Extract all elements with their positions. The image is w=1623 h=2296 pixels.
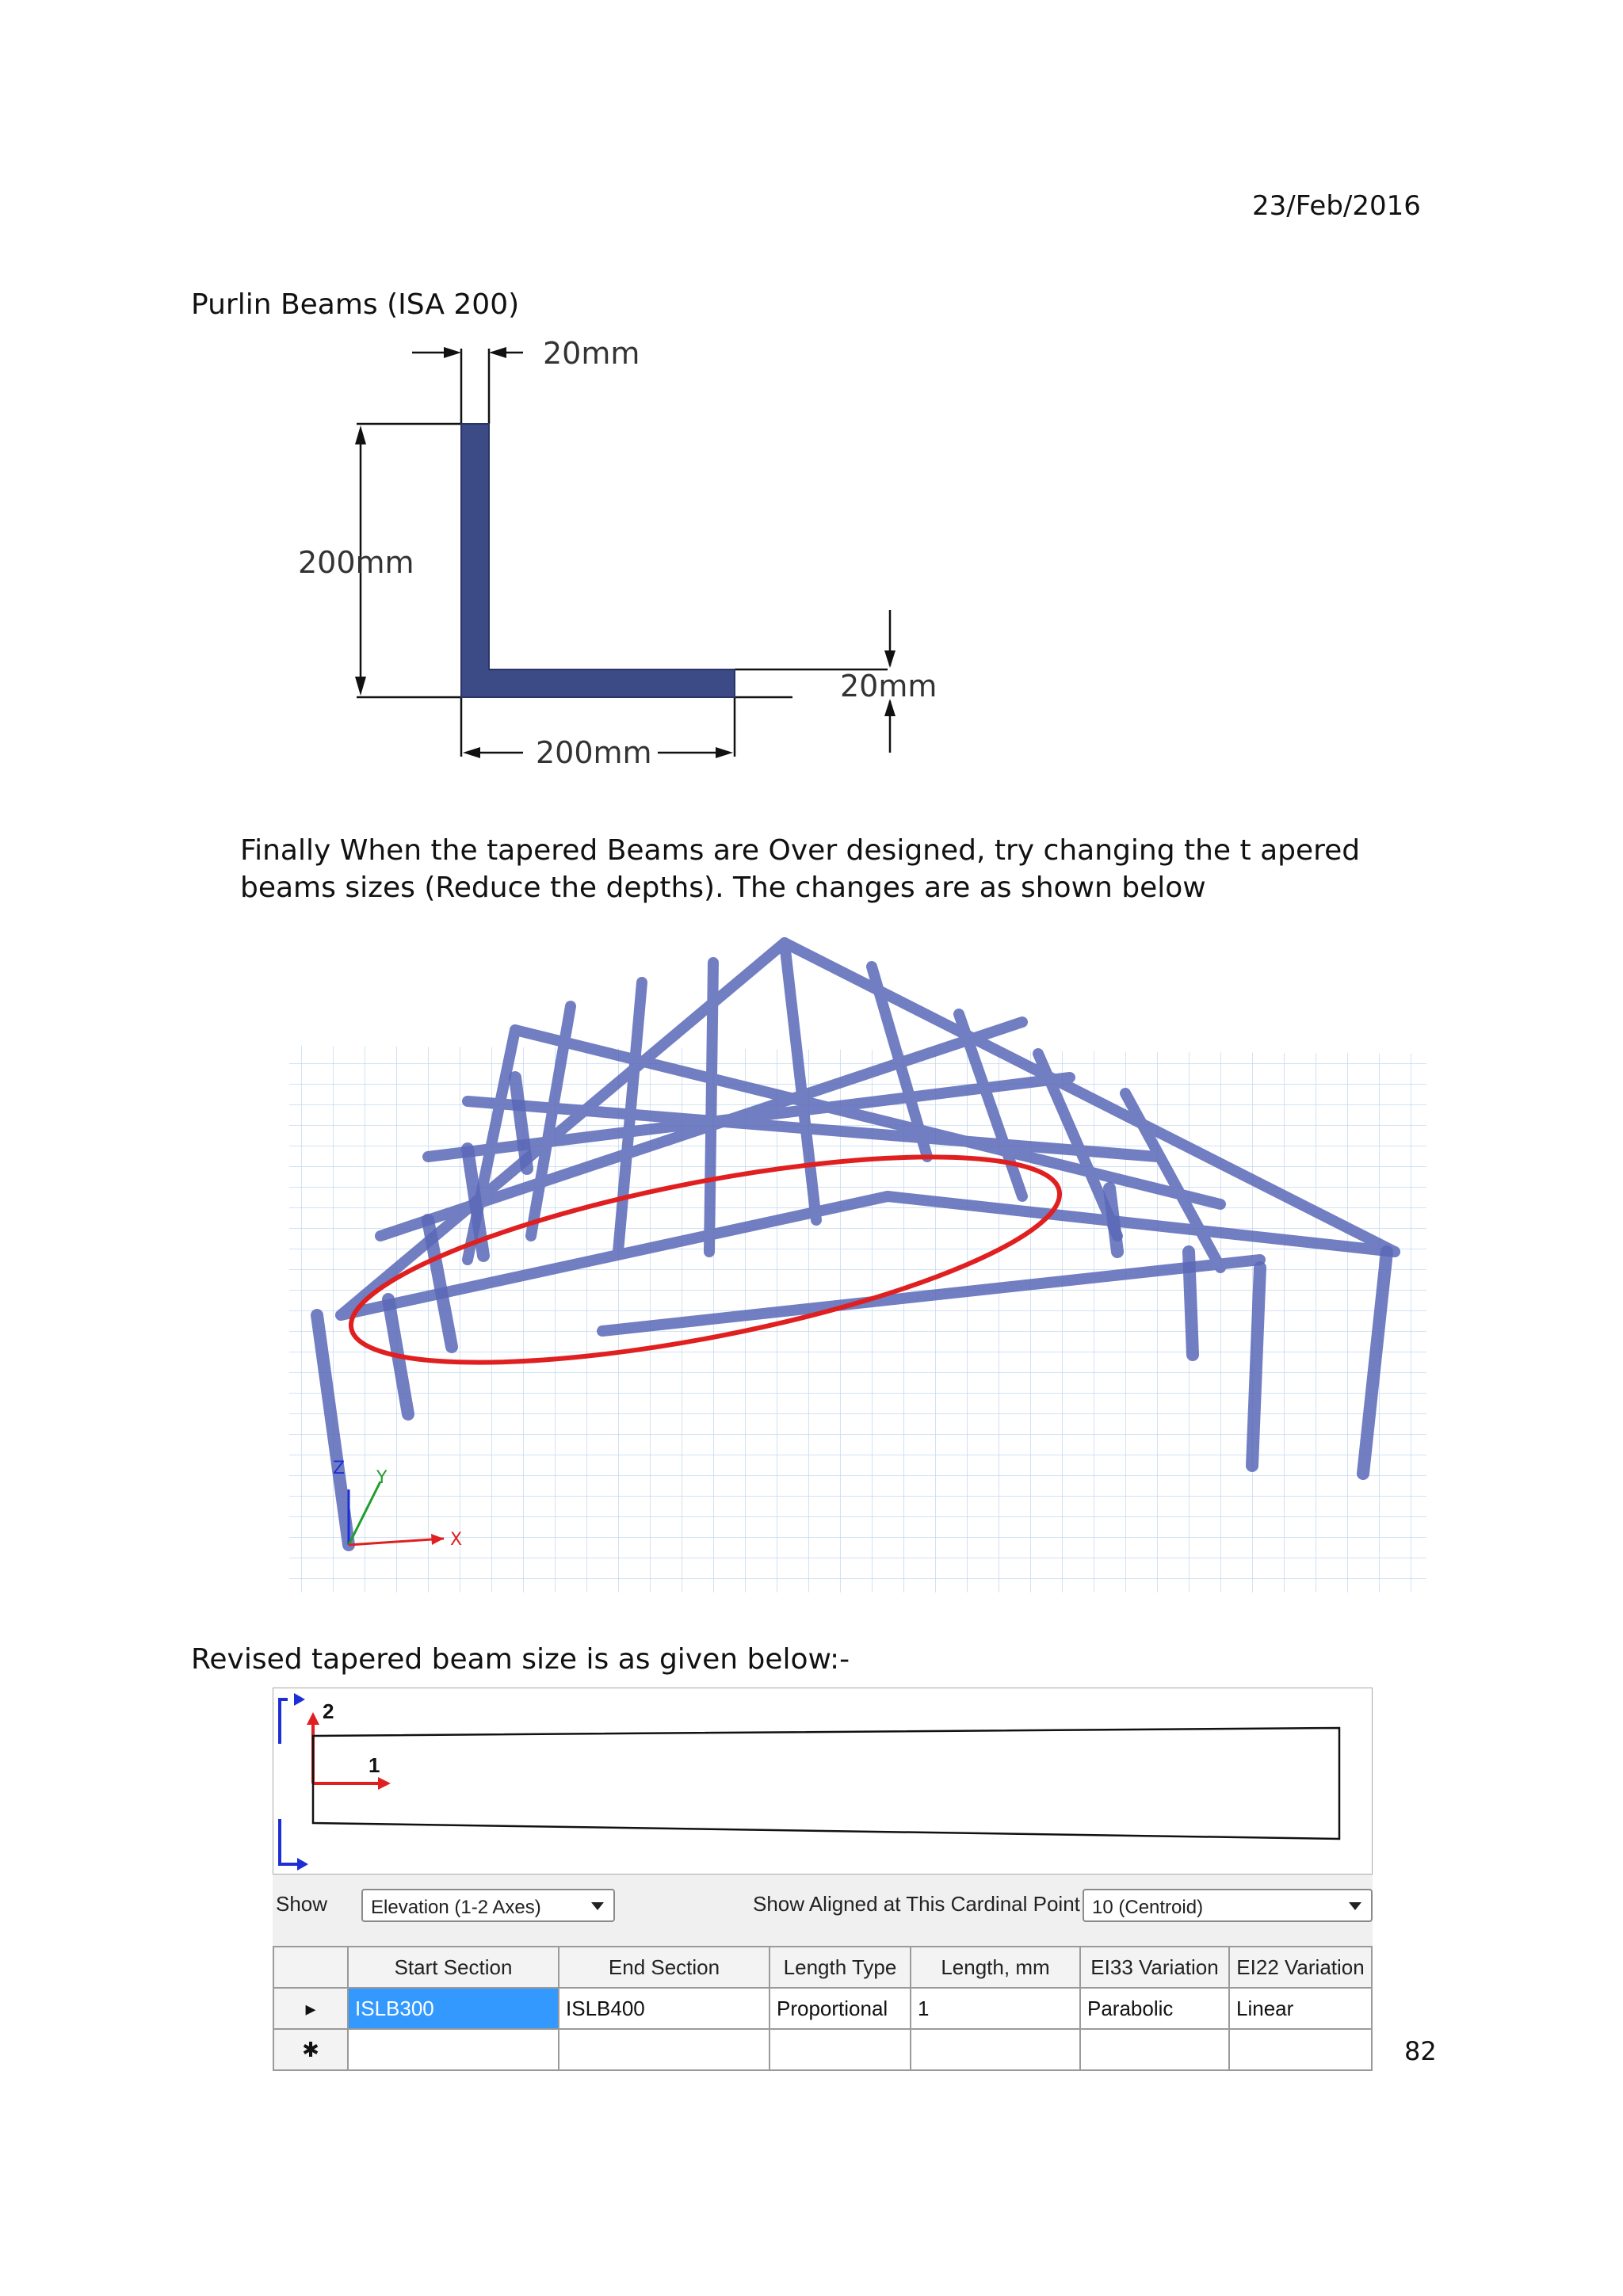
start-section-cell[interactable] xyxy=(348,2029,559,2070)
end-section-cell[interactable]: ISLB400 xyxy=(559,1988,769,2029)
new-row-icon[interactable]: ✱ xyxy=(273,2029,348,2070)
axis-z-label: Z xyxy=(333,1459,346,1478)
cardinal-point-value: 10 (Centroid) xyxy=(1092,1897,1204,1918)
ei33-variation-cell[interactable]: Parabolic xyxy=(1080,1988,1229,2029)
height-label: 200mm xyxy=(298,545,414,580)
document-date: 23/Feb/2016 xyxy=(1252,190,1421,222)
instruction-paragraph: Finally When the tapered Beams are Over designed, try changing the t apered beams sizes (Reduce the depths). The changes are as shown below xyxy=(240,834,1361,904)
column-header[interactable]: EI22 Variation xyxy=(1229,1947,1372,1988)
axis-1-label: 1 xyxy=(369,1753,380,1777)
length-cell[interactable] xyxy=(911,2029,1080,2070)
table-row xyxy=(273,2029,1372,2070)
ei33-variation-cell[interactable] xyxy=(1080,2029,1229,2070)
show-select-value: Elevation (1-2 Axes) xyxy=(371,1897,541,1918)
tapered-beam-outline xyxy=(313,1728,1339,1839)
column-header[interactable]: End Section xyxy=(559,1947,769,1988)
chevron-down-icon xyxy=(591,1902,604,1910)
cardinal-point-select[interactable] xyxy=(1083,1889,1373,1922)
column-header[interactable]: Length Type xyxy=(769,1947,911,1988)
revised-heading: Revised tapered beam size is as given below:- xyxy=(191,1643,850,1676)
frame-model-view xyxy=(269,919,1442,1592)
top-thickness-label: 20mm xyxy=(543,337,640,371)
axis-2-label: 2 xyxy=(323,1699,334,1723)
axis-x-label: X xyxy=(450,1530,463,1550)
corner-header xyxy=(273,1947,348,1988)
table-header-row xyxy=(273,1947,1372,1988)
ei22-variation-cell[interactable]: Linear xyxy=(1229,1988,1372,2029)
ei22-variation-cell[interactable] xyxy=(1229,2029,1372,2070)
angle-section-drawing xyxy=(285,337,967,780)
purlin-heading: Purlin Beams (ISA 200) xyxy=(191,288,520,321)
preview-drawing xyxy=(273,1688,1372,1874)
start-section-cell[interactable]: ISLB300 xyxy=(348,1988,559,2029)
show-select[interactable] xyxy=(361,1889,615,1922)
preview-controls xyxy=(273,1875,1373,1946)
column-header[interactable]: Start Section xyxy=(348,1947,559,1988)
length-type-cell[interactable]: Proportional xyxy=(769,1988,911,2029)
column-header[interactable]: EI33 Variation xyxy=(1080,1947,1229,1988)
flange-thickness-label: 20mm xyxy=(840,669,938,704)
show-label: Show xyxy=(276,1892,328,1916)
axis-y-label: Y xyxy=(376,1468,388,1488)
column-header[interactable]: Length, mm xyxy=(911,1947,1080,1988)
segment-table xyxy=(273,1946,1373,2071)
row-marker-icon[interactable]: ▸ xyxy=(273,1988,348,2029)
end-section-cell[interactable] xyxy=(559,2029,769,2070)
tapered-section-dialog xyxy=(273,1688,1373,2073)
chevron-down-icon xyxy=(1349,1902,1361,1910)
page-number: 82 xyxy=(1404,2036,1437,2066)
length-cell[interactable]: 1 xyxy=(911,1988,1080,2029)
cardinal-point-label: Show Aligned at This Cardinal Point xyxy=(753,1892,1080,1916)
length-type-cell[interactable] xyxy=(769,2029,911,2070)
table-row xyxy=(273,1988,1372,2029)
width-label: 200mm xyxy=(536,735,652,770)
section-preview xyxy=(273,1688,1373,1875)
